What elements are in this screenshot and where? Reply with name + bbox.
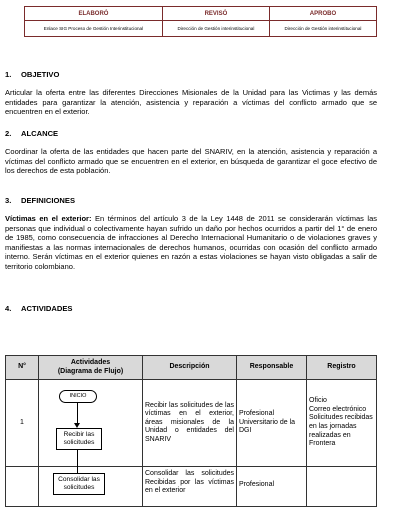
section-number: 4. [5,304,12,313]
section-actividades-heading [5,304,72,313]
section-title: ALCANCE [21,129,59,138]
header-responsible: Responsable [237,356,307,380]
section-alcance-heading [5,129,58,138]
approval-value-reviso: Dirección de Gestión interinstitucional [162,21,269,37]
flow-connector [77,450,78,467]
section-alcance-text: Coordinar la oferta de las entidades que hacen parte del SNARIV, en la atención, asistencia y reparación a víctimas del conflicto armado que se encuentren en el exterior, en búsqueda de garantizar el goce efectivo de los derechos de esta población. [5,147,377,176]
section-number: 1. [5,70,12,79]
approval-value-elaboro: Enlace SIG Proceso de Gestión Interinstitucional [25,21,163,37]
approval-value-aprobo: Dirección de Gestión interinstitucional [269,21,376,37]
flow-connector [77,403,78,424]
section-definiciones-text [5,214,377,272]
flow-diagram-cell [39,467,143,507]
table-row [6,467,377,507]
row-description: Recibir las solicitudes de las víctimas en el exterior, áreas misionales de la Unidad o entidades del SNARIV [143,380,237,467]
section-number: 3. [5,196,12,205]
section-title: DEFINICIONES [21,196,76,205]
section-definiciones-heading [5,196,75,205]
section-number: 2. [5,129,12,138]
approval-header-elaboro: ELABORÓ [25,7,163,21]
header-record: Registro [307,356,377,380]
section-title: OBJETIVO [21,70,60,79]
header-number: N° [6,356,39,380]
row-number: 1 [6,380,39,467]
row-responsible: Profesional Universitario de la DGI [237,380,307,467]
approval-header-aprobo: APROBO [269,7,376,21]
row-responsible: Profesional [237,467,307,507]
flow-start-terminal: INICIO [59,390,97,403]
activities-header-row [6,356,377,380]
section-objetivo-text: Articular la oferta entre las diferentes Direcciones Misionales de la Unidad para las Victimas y las demás entidades para garantizar la atención, asistencia y reparación a víctimas del conflicto armado que se encuentren en el exterior. [5,88,377,117]
approval-header-row [25,7,377,21]
approval-table [24,6,377,37]
section-objetivo-heading [5,70,59,79]
flow-process-box: Recibir las solicitudes [56,428,102,450]
row-number [6,467,39,507]
table-row [6,380,377,467]
header-activities: Actividades (Diagrama de Flujo) [39,356,143,380]
row-record: Oficio Correo electrónico Solicitudes recibidas en las jornadas realizadas en Frontera [307,380,377,467]
row-description: Consolidar las solicitudes Recibidas por las víctimas en el exterior [143,467,237,507]
flow-diagram-cell [39,380,143,467]
activities-table [5,355,377,507]
approval-header-reviso: REVISÓ [162,7,269,21]
definition-term: Víctimas en el exterior: [5,214,92,223]
definition-text: En términos del artículo 3 de la Ley 1448 de 2011 se considerarán víctimas las personas que individual o colectivamente hayan sufrido un daño por hechos ocurridos a partir del 1° de enero de 1985, como consecuencia de infracciones al Derecho Internacional Humanitario o de violaciones graves y manifiestas a las normas internacionales de derechos humanos, ocurridas con ocasión del conflicto armado interno. Serán víctimas en el exterior quienes en razón a estas violaciones se hayan visto obligadas a salir de territorio colombiano. [5,214,378,271]
header-description: Descripción [143,356,237,380]
row-record [307,467,377,507]
approval-value-row [25,21,377,37]
flow-process-box: Consolidar las solicitudes [53,473,105,495]
section-title: ACTIVIDADES [21,304,73,313]
